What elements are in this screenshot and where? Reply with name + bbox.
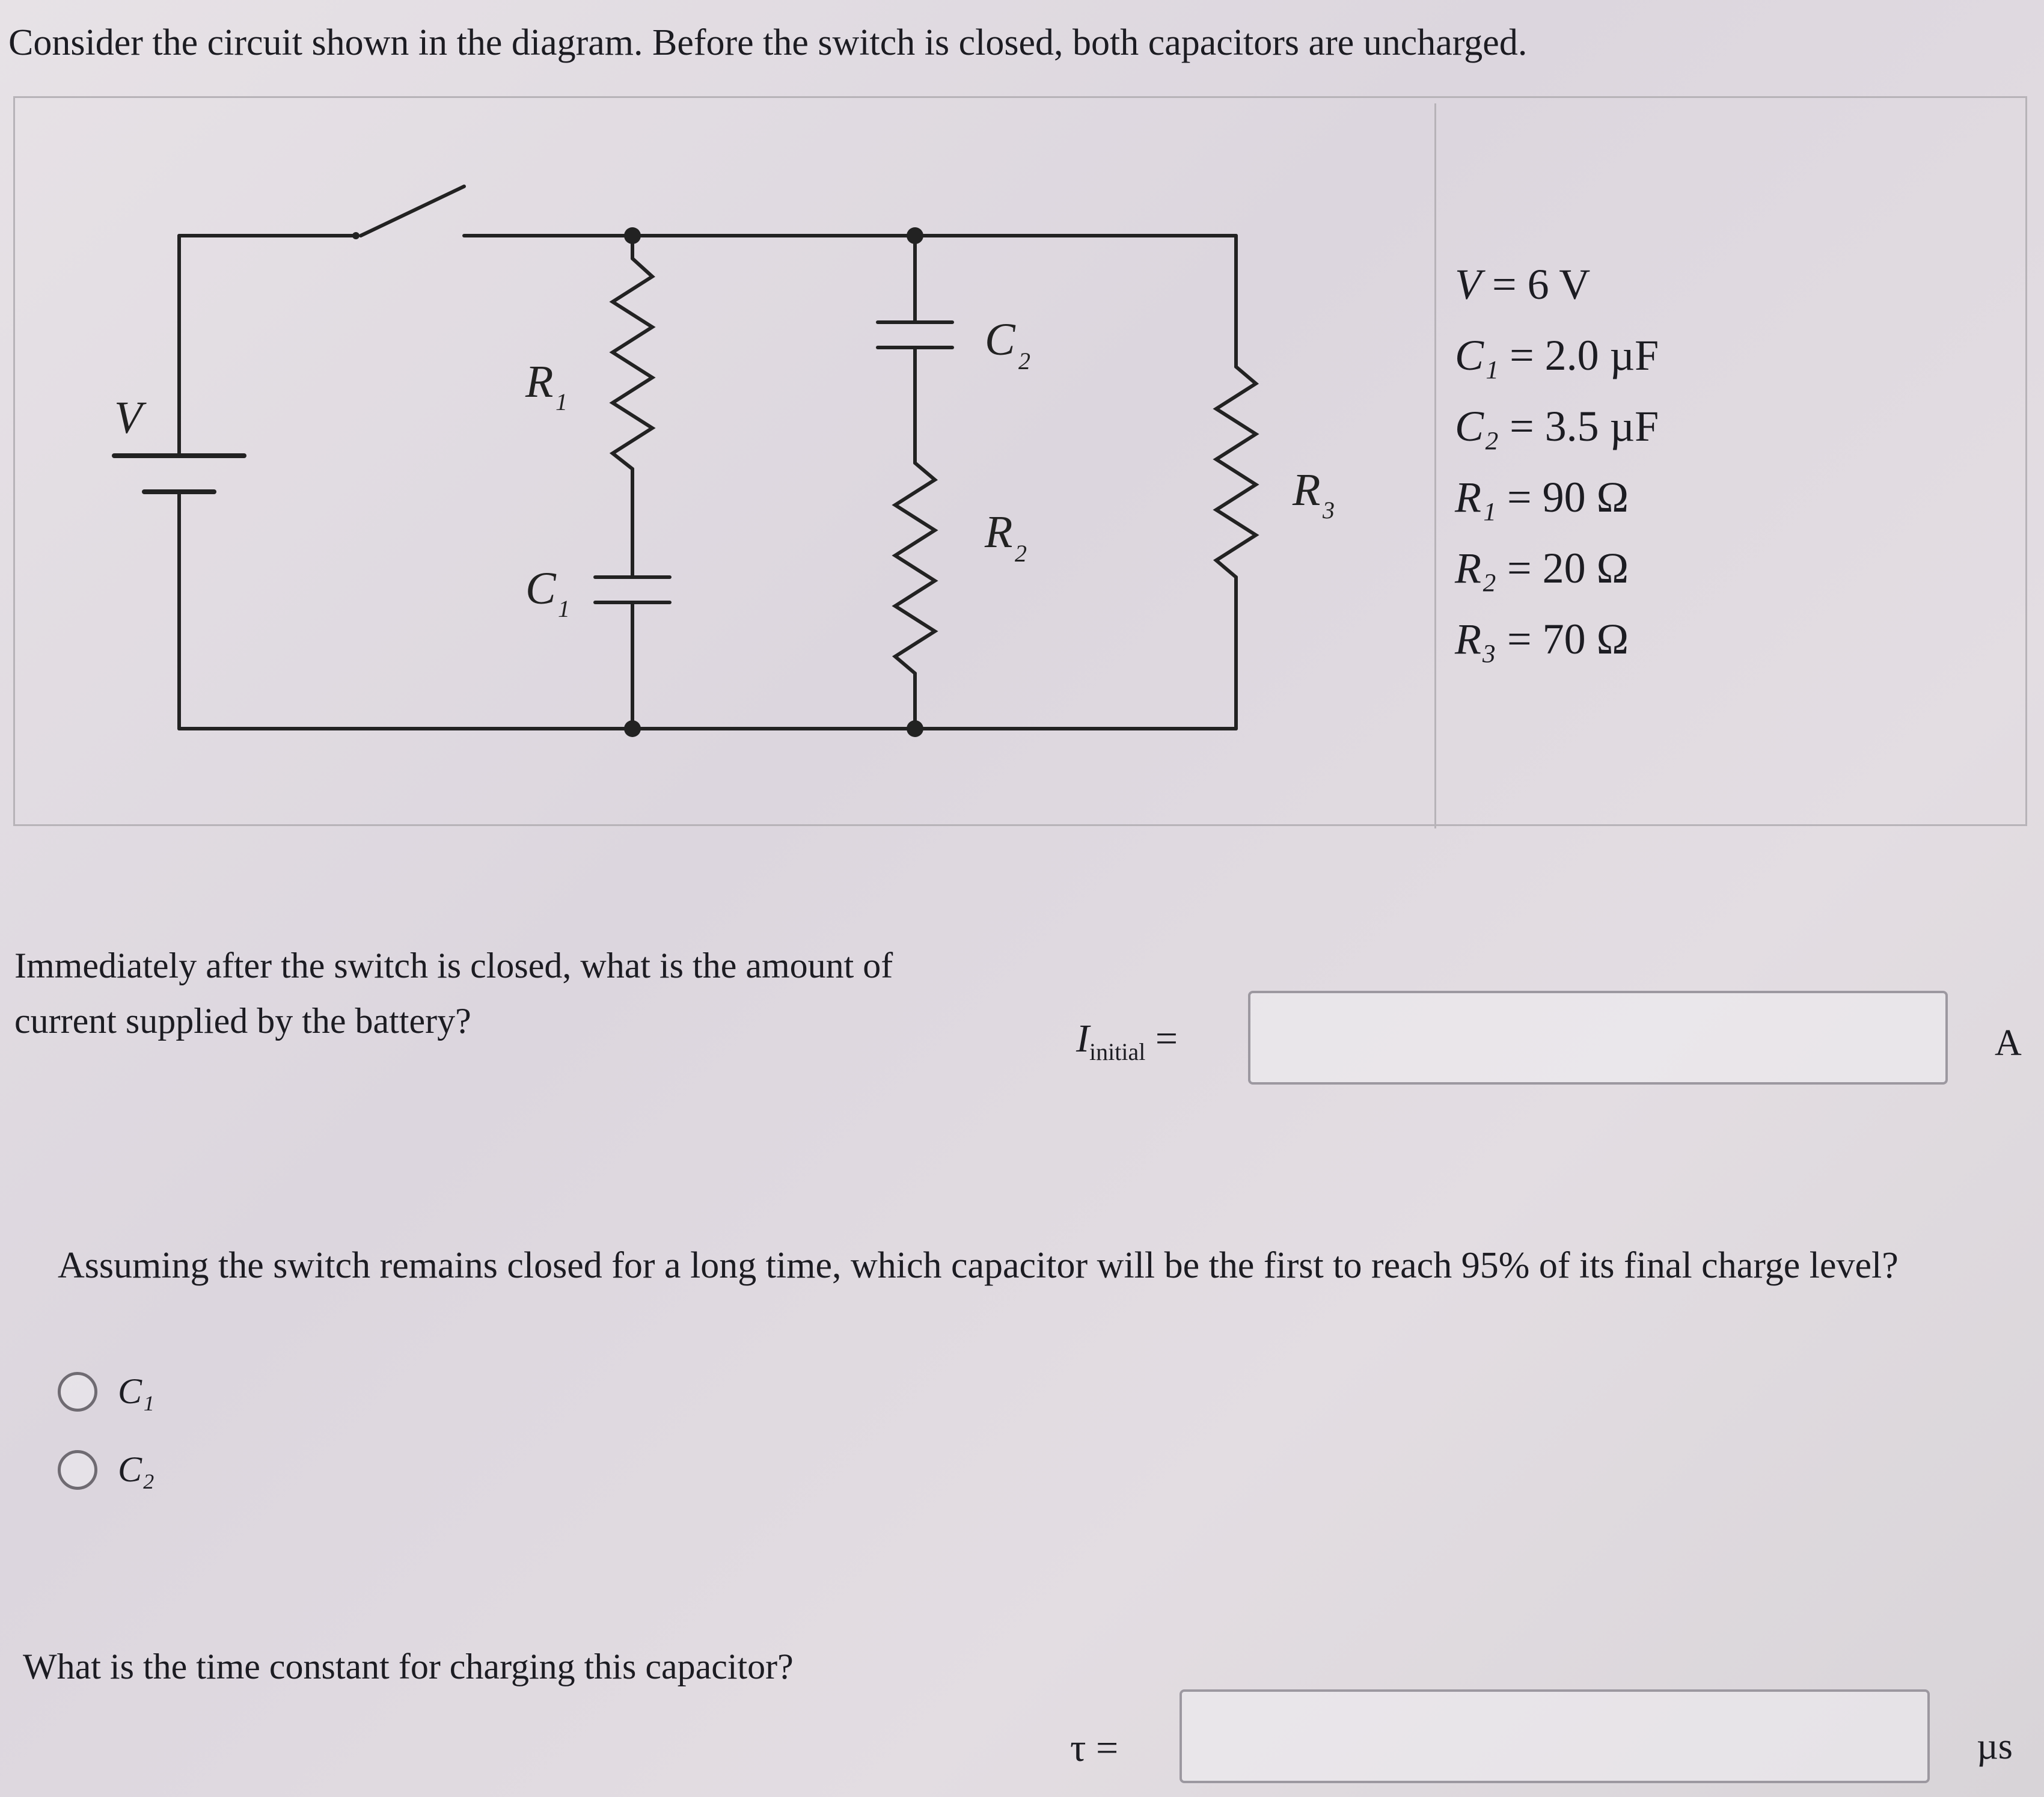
initial-current-symbol: I <box>1076 1017 1089 1061</box>
initial-current-subscript: initial <box>1089 1038 1146 1066</box>
given-value: = 90 Ω <box>1496 473 1629 521</box>
label-c1: C <box>525 563 556 614</box>
question-first-capacitor: Assuming the switch remains closed for a long time, which capacitor will be the first to reach 95% of its final charge level? <box>58 1245 1899 1286</box>
junction-top-1 <box>624 227 641 244</box>
switch-contact <box>352 232 360 239</box>
given-value: = 20 Ω <box>1496 544 1629 592</box>
time-constant-unit: µs <box>1977 1726 2013 1767</box>
given-symbol: C₁ <box>1455 331 1499 379</box>
given-c1 <box>1455 331 1659 381</box>
resistor-r3 <box>1216 367 1256 577</box>
label-c1-sub: 1 <box>558 595 570 622</box>
given-r2 <box>1455 543 1629 593</box>
switch-blade <box>361 186 464 236</box>
radio-button[interactable] <box>58 1450 97 1490</box>
label-c2: C <box>985 314 1015 365</box>
label-r2: R <box>985 507 1013 557</box>
given-symbol: R₃ <box>1455 615 1497 663</box>
label-r2-sub: 2 <box>1015 540 1027 567</box>
junction-bottom-2 <box>907 720 923 737</box>
given-symbol: R₁ <box>1455 473 1497 521</box>
initial-current-equals: = <box>1145 1017 1178 1061</box>
given-c2 <box>1455 402 1659 452</box>
label-v: V <box>114 393 142 443</box>
label-r1-sub: 1 <box>555 388 568 415</box>
label-r3-sub: 3 <box>1323 497 1335 524</box>
circuit-diagram <box>96 168 1395 770</box>
option-label: C₁ <box>118 1371 155 1411</box>
given-r1 <box>1455 473 1629 522</box>
problem-intro: Consider the circuit shown in the diagram. Before the switch is closed, both capacitors are uncharged. <box>8 22 1528 63</box>
given-symbol: C₂ <box>1455 402 1499 450</box>
initial-current-unit: A <box>1995 1023 2022 1064</box>
radio-button[interactable] <box>58 1372 97 1412</box>
label-c2-sub: 2 <box>1018 347 1030 375</box>
option-c2[interactable] <box>58 1449 155 1490</box>
resistor-r2 <box>895 463 935 673</box>
given-voltage <box>1455 260 1590 310</box>
given-symbol: V <box>1455 260 1481 308</box>
option-label: C₂ <box>118 1450 155 1489</box>
initial-current-label <box>1076 1016 1178 1066</box>
junction-top-2 <box>907 227 923 244</box>
given-value: = 2.0 µF <box>1499 331 1659 379</box>
question-time-constant: What is the time constant for charging this capacitor? <box>23 1647 794 1686</box>
question-initial-current: Immediately after the switch is closed, what is the amount of current supplied by the battery? <box>14 946 893 1041</box>
label-r3: R <box>1293 465 1321 515</box>
time-constant-label: τ = <box>1070 1726 1119 1770</box>
given-value: = 6 V <box>1481 260 1591 308</box>
time-constant-input[interactable] <box>1180 1689 1930 1783</box>
given-values-panel <box>1434 103 2032 828</box>
given-value: = 70 Ω <box>1496 615 1629 663</box>
junction-bottom-1 <box>624 720 641 737</box>
initial-current-input[interactable] <box>1248 991 1948 1085</box>
resistor-r1 <box>613 259 652 469</box>
option-c1[interactable] <box>58 1371 155 1412</box>
given-symbol: R₂ <box>1455 544 1497 592</box>
label-r1: R <box>525 357 554 407</box>
given-value: = 3.5 µF <box>1499 402 1659 450</box>
given-r3 <box>1455 614 1629 664</box>
